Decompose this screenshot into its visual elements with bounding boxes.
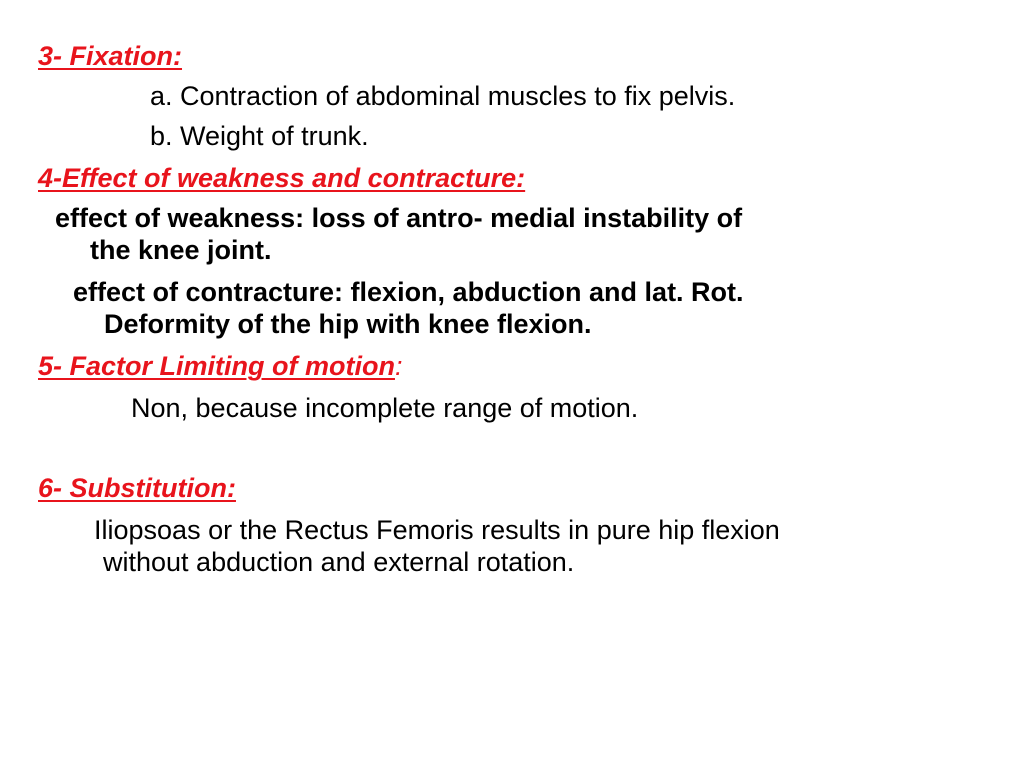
- substitution-heading: 6- Substitution:: [38, 473, 236, 503]
- factor-heading-row: [38, 350, 403, 382]
- fixation-item-a: a. Contraction of abdominal muscles to fix pelvis.: [150, 81, 736, 111]
- contracture-line-1: effect of contracture: flexion, abduction and lat. Rot.: [73, 277, 744, 307]
- effect-heading: 4-Effect of weakness and contracture:: [38, 163, 526, 193]
- substitution-line-1: Iliopsoas or the Rectus Femoris results in pure hip flexion: [94, 515, 780, 545]
- weakness-line-2: the knee joint.: [90, 235, 272, 265]
- factor-heading: 5- Factor Limiting of motion: [38, 351, 395, 381]
- fixation-item-b: b. Weight of trunk.: [150, 121, 369, 151]
- substitution-line-2: without abduction and external rotation.: [103, 547, 575, 577]
- factor-heading-colon: :: [394, 351, 403, 381]
- factor-text: Non, because incomplete range of motion.: [131, 393, 639, 423]
- fixation-heading: 3- Fixation:: [38, 41, 183, 71]
- weakness-line-1: effect of weakness: loss of antro- medial instability of: [55, 203, 743, 233]
- contracture-line-2: Deformity of the hip with knee flexion.: [104, 309, 592, 339]
